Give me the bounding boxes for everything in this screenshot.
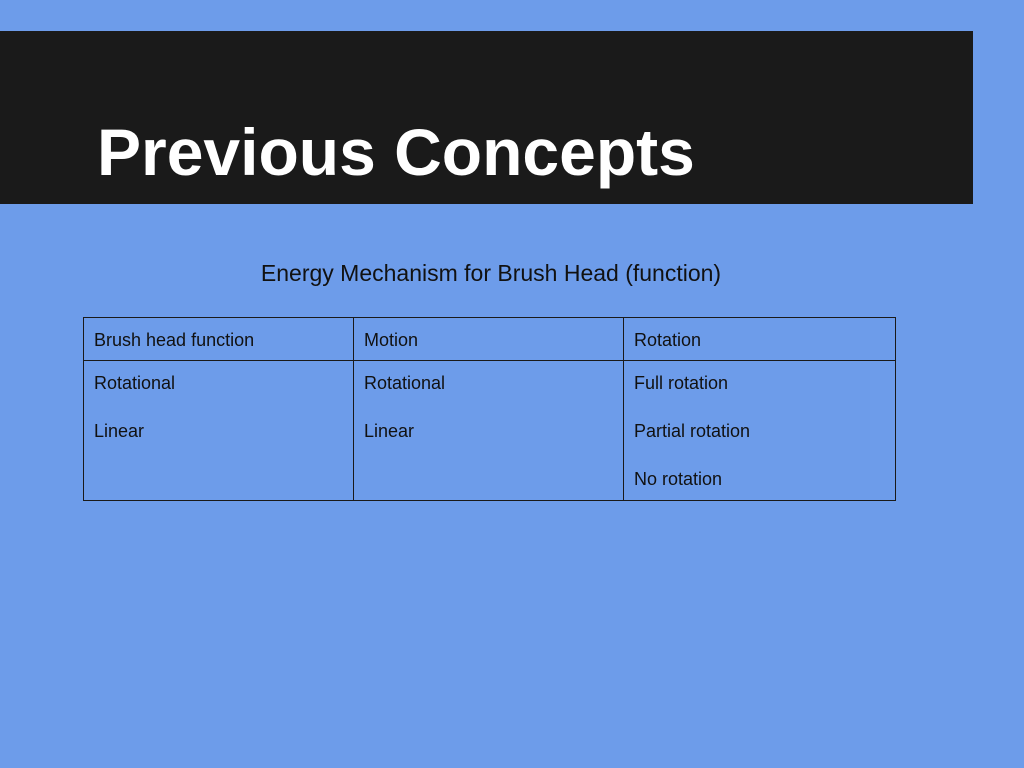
option-rotational: Rotational	[94, 373, 176, 393]
table-header-row	[84, 318, 896, 361]
table-caption: Energy Mechanism for Brush Head (function)	[260, 260, 722, 286]
header-brush-head-function: Brush head function	[84, 318, 354, 361]
option-full-rotation: Full rotation	[634, 373, 729, 393]
header-rotation: Rotation	[624, 318, 896, 361]
cell-brush-head-function	[84, 361, 354, 501]
cell-rotation	[624, 361, 896, 501]
header-motion: Motion	[354, 318, 624, 361]
table-row	[84, 361, 896, 501]
slide-title: Previous Concepts	[97, 115, 695, 189]
option-partial-rotation: Partial rotation	[634, 421, 751, 441]
option-no-rotation: No rotation	[634, 469, 723, 489]
option-rotational: Rotational	[364, 373, 446, 393]
cell-motion	[354, 361, 624, 501]
option-linear: Linear	[94, 421, 145, 441]
concepts-table	[83, 317, 896, 501]
option-linear: Linear	[364, 421, 415, 441]
